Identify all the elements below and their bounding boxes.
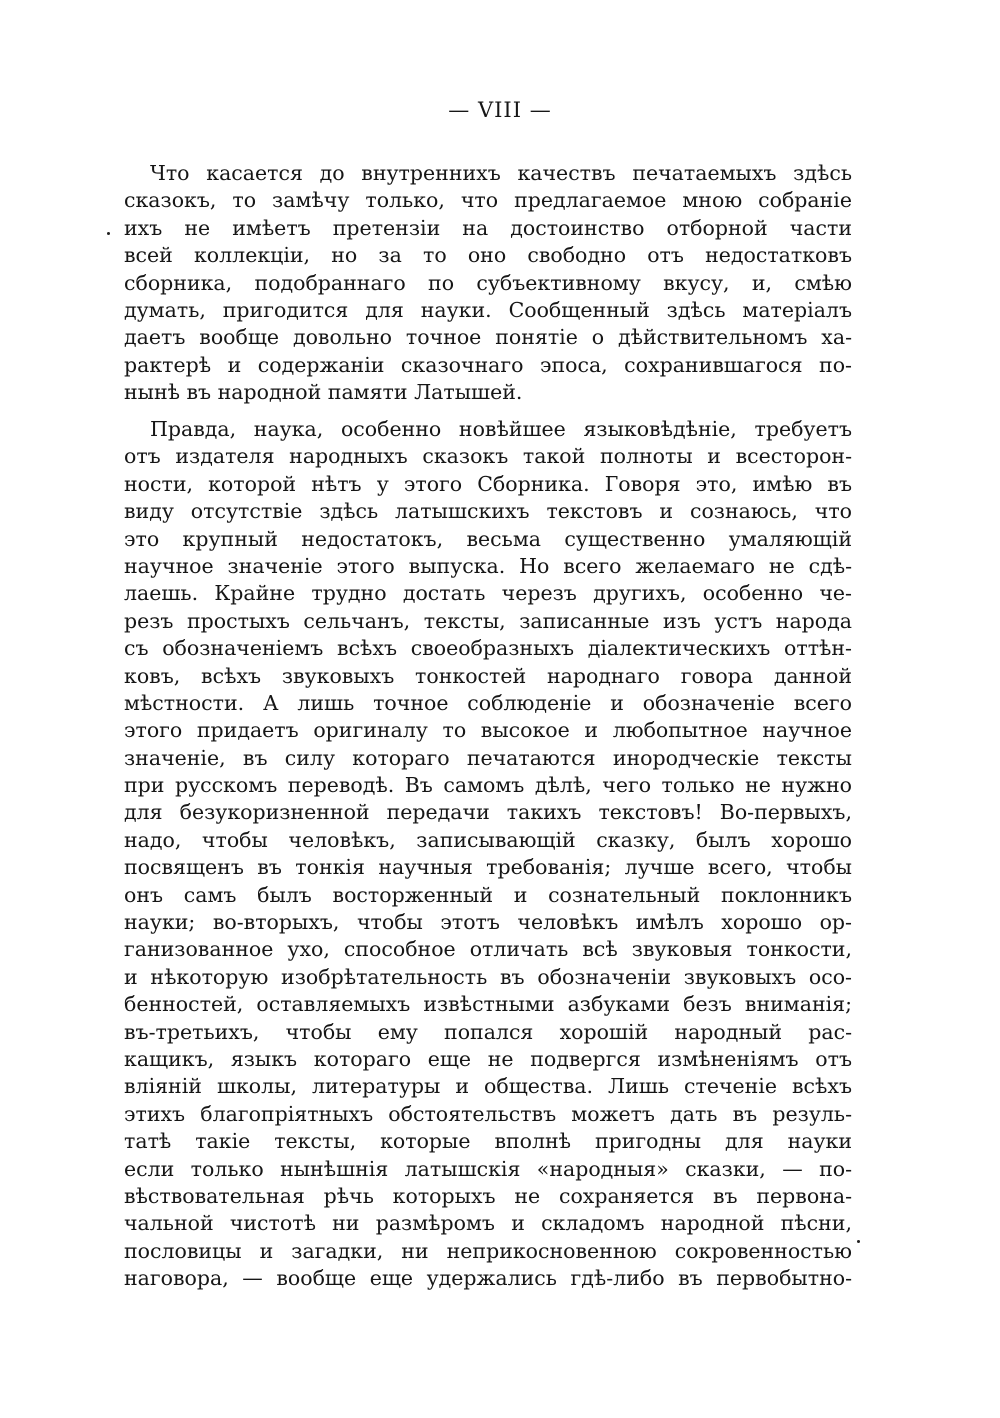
text-line-content: значеніе, въ силу котораго печатаются инородческіе тексты xyxy=(124,745,852,770)
text-line-content: отъ издателя народныхъ сказокъ такой полноты и всесторон- xyxy=(124,444,852,469)
text-line xyxy=(124,717,852,744)
text-line xyxy=(124,580,852,607)
text-line xyxy=(124,498,852,525)
text-line xyxy=(124,964,852,991)
text-line xyxy=(124,416,852,443)
text-line xyxy=(124,1183,852,1210)
text-line xyxy=(124,827,852,854)
text-line xyxy=(124,1019,852,1046)
text-line-content: ихъ не имѣетъ претензіи на достоинство отборной части xyxy=(124,215,852,240)
text-line-content: лаешь. Крайне трудно достать черезъ другихъ, особенно че- xyxy=(124,581,852,606)
text-line-content: этого придаетъ оригиналу то высокое и любопытное научное xyxy=(124,718,852,743)
text-line-content: сборника, подобраннаго по субъективному вкусу, и, смѣю xyxy=(124,270,852,295)
text-line xyxy=(124,526,852,553)
text-line xyxy=(124,160,852,187)
text-line-content: научное значеніе этого выпуска. Но всего желаемаго не сдѣ- xyxy=(124,553,852,578)
text-line xyxy=(124,1101,852,1128)
text-line-content: надо, чтобы человѣкъ, записывающій сказку, былъ хорошо xyxy=(124,827,852,852)
paragraph-1 xyxy=(124,160,852,407)
text-line xyxy=(124,553,852,580)
text-line xyxy=(124,324,852,351)
text-line xyxy=(124,936,852,963)
text-line-content: если только нынѣшнія латышскія «народныя» сказки, — по- xyxy=(124,1156,852,1181)
text-line-content: чальной чистотѣ ни размѣромъ и складомъ народной пѣсни, xyxy=(124,1211,852,1236)
text-line xyxy=(124,1073,852,1100)
text-line xyxy=(124,187,852,214)
text-line-content: думать, пригодится для науки. Сообщенный здѣсь матеріалъ xyxy=(124,297,852,322)
text-line-content: съ обозначеніемъ всѣхъ своеобразныхъ діалектическихъ оттѣн- xyxy=(124,636,852,661)
text-line-content: Что касается до внутреннихъ качествъ печатаемыхъ здѣсь xyxy=(150,161,852,185)
text-line-content: вліяній школы, литературы и общества. Лишь стеченіе всѣхъ xyxy=(124,1074,852,1099)
text-line-content: наговора, — вообще еще удержались гдѣ-либо въ первобытно- xyxy=(124,1266,852,1291)
text-line-content: онъ самъ былъ восторженный и сознательный поклонникъ xyxy=(124,882,852,907)
margin-mark xyxy=(857,1240,860,1243)
page-number: — VIII — xyxy=(448,98,552,122)
text-line xyxy=(124,270,852,297)
text-line xyxy=(124,471,852,498)
text-line-content: при русскомъ переводѣ. Въ самомъ дѣлѣ, чего только не нужно xyxy=(124,773,852,798)
paragraph-2 xyxy=(124,416,852,1293)
text-line-content: въ-третьихъ, чтобы ему попался хорошій народный рас- xyxy=(124,1019,852,1044)
text-line xyxy=(124,854,852,881)
text-line xyxy=(124,352,852,379)
text-line-content: этихъ благопріятныхъ обстоятельствъ можетъ дать въ резуль- xyxy=(124,1101,852,1126)
text-line-content: это крупный недостатокъ, весьма существенно умаляющій xyxy=(124,526,852,551)
text-line xyxy=(124,635,852,662)
text-line-content: вѣствовательная рѣчь которыхъ не сохраняется въ первона- xyxy=(124,1183,852,1208)
text-line xyxy=(124,1265,852,1292)
text-line xyxy=(124,1156,852,1183)
margin-mark xyxy=(107,232,110,235)
text-line-content: мѣстности. А лишь точное соблюденіе и обозначеніе всего xyxy=(124,690,852,715)
text-line-content: виду отсутствіе здѣсь латышскихъ текстовъ и сознаюсь, что xyxy=(124,499,852,524)
text-line-content: кащикъ, языкъ котораго еще не подвергся измѣненіямъ отъ xyxy=(124,1046,852,1071)
text-line xyxy=(124,297,852,324)
text-line-content: и нѣкоторую изобрѣтательность въ обозначеніи звуковыхъ осо- xyxy=(124,964,852,989)
text-line xyxy=(124,379,852,406)
text-line-content: посвященъ въ тонкія научныя требованія; лучше всего, чтобы xyxy=(124,855,852,880)
text-line xyxy=(124,882,852,909)
text-line xyxy=(124,215,852,242)
text-line xyxy=(124,909,852,936)
text-line xyxy=(124,443,852,470)
text-line-content: рактерѣ и содержаніи сказочнаго эпоса, сохранившагося по- xyxy=(124,352,852,377)
text-line-content: науки; во-вторыхъ, чтобы этотъ человѣкъ имѣлъ хорошо ор- xyxy=(124,910,852,935)
text-line xyxy=(124,799,852,826)
text-line-content: пословицы и загадки, ни неприкосновенною сокровенностью xyxy=(124,1238,852,1263)
text-line xyxy=(124,991,852,1018)
text-line xyxy=(124,690,852,717)
text-line-content: всей коллекціи, но за то оно свободно отъ недостатковъ xyxy=(124,243,852,268)
text-line xyxy=(124,772,852,799)
text-line xyxy=(124,1128,852,1155)
text-line-content: татѣ такіе тексты, которые вполнѣ пригодны для науки xyxy=(124,1129,852,1154)
text-line xyxy=(124,608,852,635)
text-line-content: бенностей, оставляемыхъ извѣстными азбуками безъ вниманія; xyxy=(124,992,852,1017)
text-line-content: даетъ вообще довольно точное понятіе о дѣйствительномъ ха- xyxy=(124,325,852,350)
text-line xyxy=(124,242,852,269)
text-line-content: сказокъ, то замѣчу только, что предлагаемое мною собраніе xyxy=(124,188,852,213)
text-line-content: для безукоризненной передачи такихъ текстовъ! Во-первыхъ, xyxy=(124,800,852,825)
text-line-content: ности, которой нѣтъ у этого Сборника. Говоря это, имѣю въ xyxy=(124,471,852,496)
text-line-content: Правда, наука, особенно новѣйшее языковѣдѣніе, требуетъ xyxy=(150,417,852,441)
text-line xyxy=(124,663,852,690)
text-line xyxy=(124,745,852,772)
text-line-content: резъ простыхъ сельчанъ, тексты, записанные изъ устъ народа xyxy=(124,608,852,633)
text-line-content: нынѣ въ народной памяти Латышей. xyxy=(124,380,523,405)
text-line-content: ганизованное ухо, способное отличать всѣ звуковыя тонкости, xyxy=(124,937,852,962)
text-line xyxy=(124,1046,852,1073)
text-line-content: ковъ, всѣхъ звуковыхъ тонкостей народнаго говора данной xyxy=(124,663,852,688)
text-line xyxy=(124,1210,852,1237)
text-line xyxy=(124,1238,852,1265)
